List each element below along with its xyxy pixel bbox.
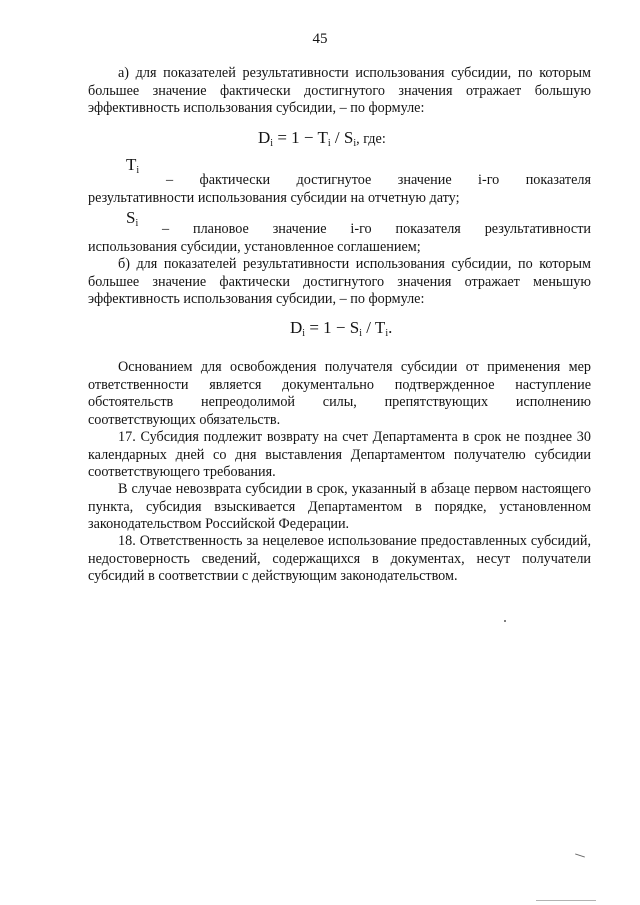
- paragraph-b: б) для показателей результативности использования субсидии, по которым большее значение фактически достигнутого значения отражает меньшую эффективность использования субсидии, – по формуле:: [88, 256, 591, 308]
- formula-a: $D_i = 1 - T_i / S_i$, где:: [258, 128, 386, 149]
- paragraph-basis: Основанием для освобождения получателя субсидии от применения мер ответственности является документально подтвержденное наступление обстоятельств непреодолимой силы, препятствующих исполнению соответствующих обязательств.: [88, 359, 591, 428]
- paragraph-nonreturn: В случае невозврата субсидии в срок, указанный в абзаце первом настоящего пункта, субсидия взыскивается Департаментом в порядке, установленном законодательством Российской Федерации.: [88, 481, 591, 533]
- definition-t-line1: – фактически достигнутое значение i-го показателя: [166, 172, 591, 188]
- scan-edge-mark: [536, 900, 596, 901]
- paragraph-18: 18. Ответственность за нецелевое использование предоставленных субсидий, недостоверность сведений, содержащихся в документах, несут получатели субсидий в соответствии с действующим законодательством.: [88, 533, 591, 585]
- formula-b: $D_i = 1 - S_i / T_i$.: [290, 318, 393, 339]
- scan-mark: [575, 853, 585, 857]
- symbol-s: $S_i$: [126, 208, 139, 229]
- definition-s-line1: – плановое значение i-го показателя результативности: [162, 221, 591, 237]
- symbol-t: $T_i$: [126, 155, 140, 176]
- page-number: 45: [312, 31, 328, 47]
- scan-speck: [504, 620, 506, 622]
- paragraph-17: 17. Субсидия подлежит возврату на счет Департамента в срок не позднее 30 календарных дней со дня выставления Департаментом получателю субсидии соответствующего требования.: [88, 429, 591, 481]
- definition-t-line2: результативности использования субсидии на отчетную дату;: [88, 190, 460, 206]
- definition-s-line2: использования субсидии, установленное соглашением;: [88, 239, 421, 255]
- paragraph-a: а) для показателей результативности использования субсидии, по которым большее значение фактически достигнутого значения отражает большую эффективность использования субсидии, – по формуле:: [88, 65, 591, 117]
